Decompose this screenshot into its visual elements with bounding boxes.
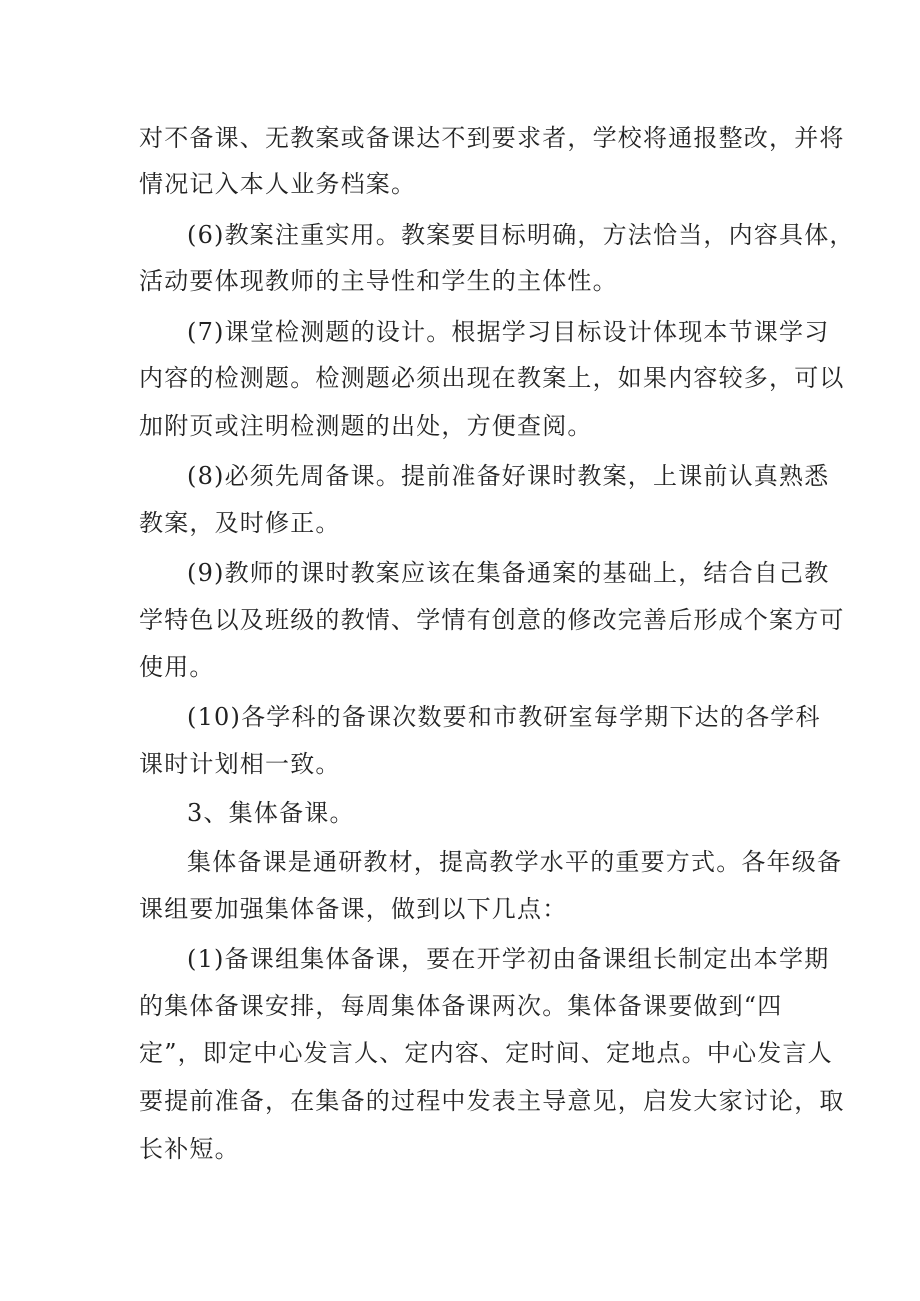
paragraph-6-line-1: (6)教案注重实用。教案要目标明确，方法恰当，内容具体， — [187, 221, 855, 249]
section-heading: 3、集体备课。 — [187, 799, 355, 827]
text-line: 的集体备课安排，每周集体备课两次。集体备课要做到“四 — [139, 992, 783, 1020]
intro-line-1: 集体备课是通研教材，提高教学水平的重要方式。各年级备 — [187, 848, 843, 876]
text-line: 长补短。 — [139, 1135, 240, 1163]
text-line: 加附页或注明检测题的出处，方便查阅。 — [139, 412, 593, 440]
paragraph-10-line-1: (10)各学科的备课次数要和市教研室每学期下达的各学科 — [187, 703, 821, 731]
text-line: 使用。 — [139, 653, 215, 681]
text-line: 课组要加强集体备课，做到以下几点： — [139, 895, 568, 923]
text-line: 内容的检测题。检测题必须出现在教案上，如果内容较多，可以 — [139, 364, 845, 392]
paragraph-7-line-1: (7)课堂检测题的设计。根据学习目标设计体现本节课学习 — [187, 318, 830, 346]
text-line: 活动要体现教师的主导性和学生的主体性。 — [139, 267, 618, 295]
text-line: 情况记入本人业务档案。 — [139, 170, 417, 198]
paragraph-9-line-1: (9)教师的课时教案应该在集备通案的基础上，结合自己教 — [187, 559, 830, 587]
text-line: 学特色以及班级的教情、学情有创意的修改完善后形成个案方可 — [139, 606, 845, 634]
text-line: 要提前准备，在集备的过程中发表主导意见，启发大家讨论，取 — [139, 1087, 845, 1115]
paragraph-1-line-1: (1)备课组集体备课，要在开学初由备课组长制定出本学期 — [187, 945, 830, 973]
text-line: 定”，即定中心发言人、定内容、定时间、定地点。中心发言人 — [139, 1039, 833, 1067]
paragraph-8-line-1: (8)必须先周备课。提前准备好课时教案，上课前认真熟悉 — [187, 462, 830, 490]
text-line: 教案，及时修正。 — [139, 509, 341, 537]
text-line: 对不备课、无教案或备课达不到要求者，学校将通报整改，并将 — [139, 124, 845, 152]
text-line: 课时计划相一致。 — [139, 750, 341, 778]
